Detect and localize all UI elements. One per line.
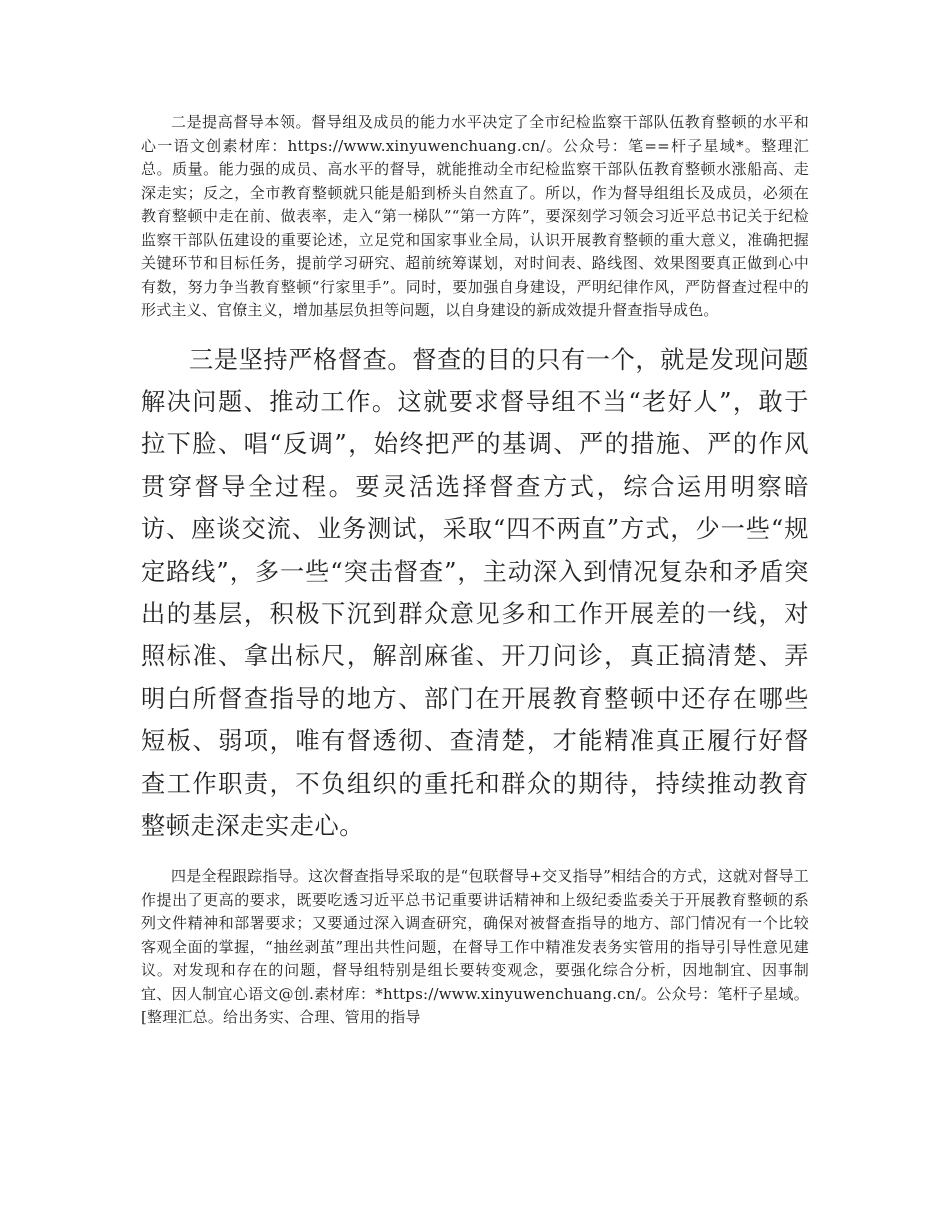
paragraph-improve-supervision-skills: 二是提高督导本领。督导组及成员的能力水平决定了全市纪检监察干部队伍教育整顿的水平和心一语文创素材库：https://www.xinyuwenchuang.cn/。公众号：笔==杆子星域*。整理汇总。质量。能力强的成员、高水平的督导，就能推动全市纪检监察干部队伍教育整顿水涨船高、走深走实；反之，全市教育整顿就只能是船到桥头自然直了。所以，作为督导组组长及成员，必须在教育整顿中走在前、做表率，走入“第一梯队”“第一方阵”，要深刻学习领会习近平总书记关于纪检监察干部队伍建设的重要论述，立足党和国家事业全局，认识开展教育整顿的重大意义，准确把握关键环节和目标任务，提前学习研究、超前统筹谋划，对时间表、路线图、效果图要真正做到心中有数，努力争当教育整顿“行家里手”。同时，要加强自身建设，严明纪律作风，严防督查过程中的形式主义、官僚主义，增加基层负担等问题，以自身建设的新成效提升督查指导成色。 [141, 113, 809, 319]
paragraph-full-process-guidance: 四是全程跟踪指导。这次督查指导采取的是“包联督导+交叉指导”相结合的方式，这就对督导工作提出了更高的要求，既要吃透习近平总书记重要讲话精神和上级纪委监委关于开展教育整顿的系列文件精神和部署要求；又要通过深入调查研究，确保对被督查指导的地方、部门情况有一个比较客观全面的掌握，“抽丝剥茧”理出共性问题，在督导工作中精准发表务实管用的指导引导性意见建议。对发现和存在的问题，督导组特别是组长要转变观念，要强化综合分析，因地制宜、因事制宜、因人制宜心语文@创.素材库：*https://www.xinyuwenchuang.cn/。公众号：笔杆子星域。[整理汇总。给出务实、合理、管用的指导 [141, 867, 809, 1027]
document-page [141, 111, 809, 1030]
paragraph-strict-inspection: 三是坚持严格督查。督查的目的只有一个，就是发现问题解决问题、推动工作。这就要求督导组不当“老好人”，敢于拉下脸、唱“反调”，始终把严的基调、严的措施、严的作风贯穿督导全过程。要灵活选择督查方式，综合运用明察暗访、座谈交流、业务测试，采取“四不两直”方式，少一些“规定路线”，多一些“突击督查”，主动深入到情况复杂和矛盾突出的基层，积极下沉到群众意见多和工作开展差的一线，对照标准、拿出标尺，解剖麻雀、开刀问诊，真正搞清楚、弄明白所督查指导的地方、部门在开展教育整顿中还存在哪些短板、弱项，唯有督透彻、查清楚，才能精准真正履行好督查工作职责，不负组织的重托和群众的期待，持续推动教育整顿走深走实走心。 [141, 345, 809, 840]
